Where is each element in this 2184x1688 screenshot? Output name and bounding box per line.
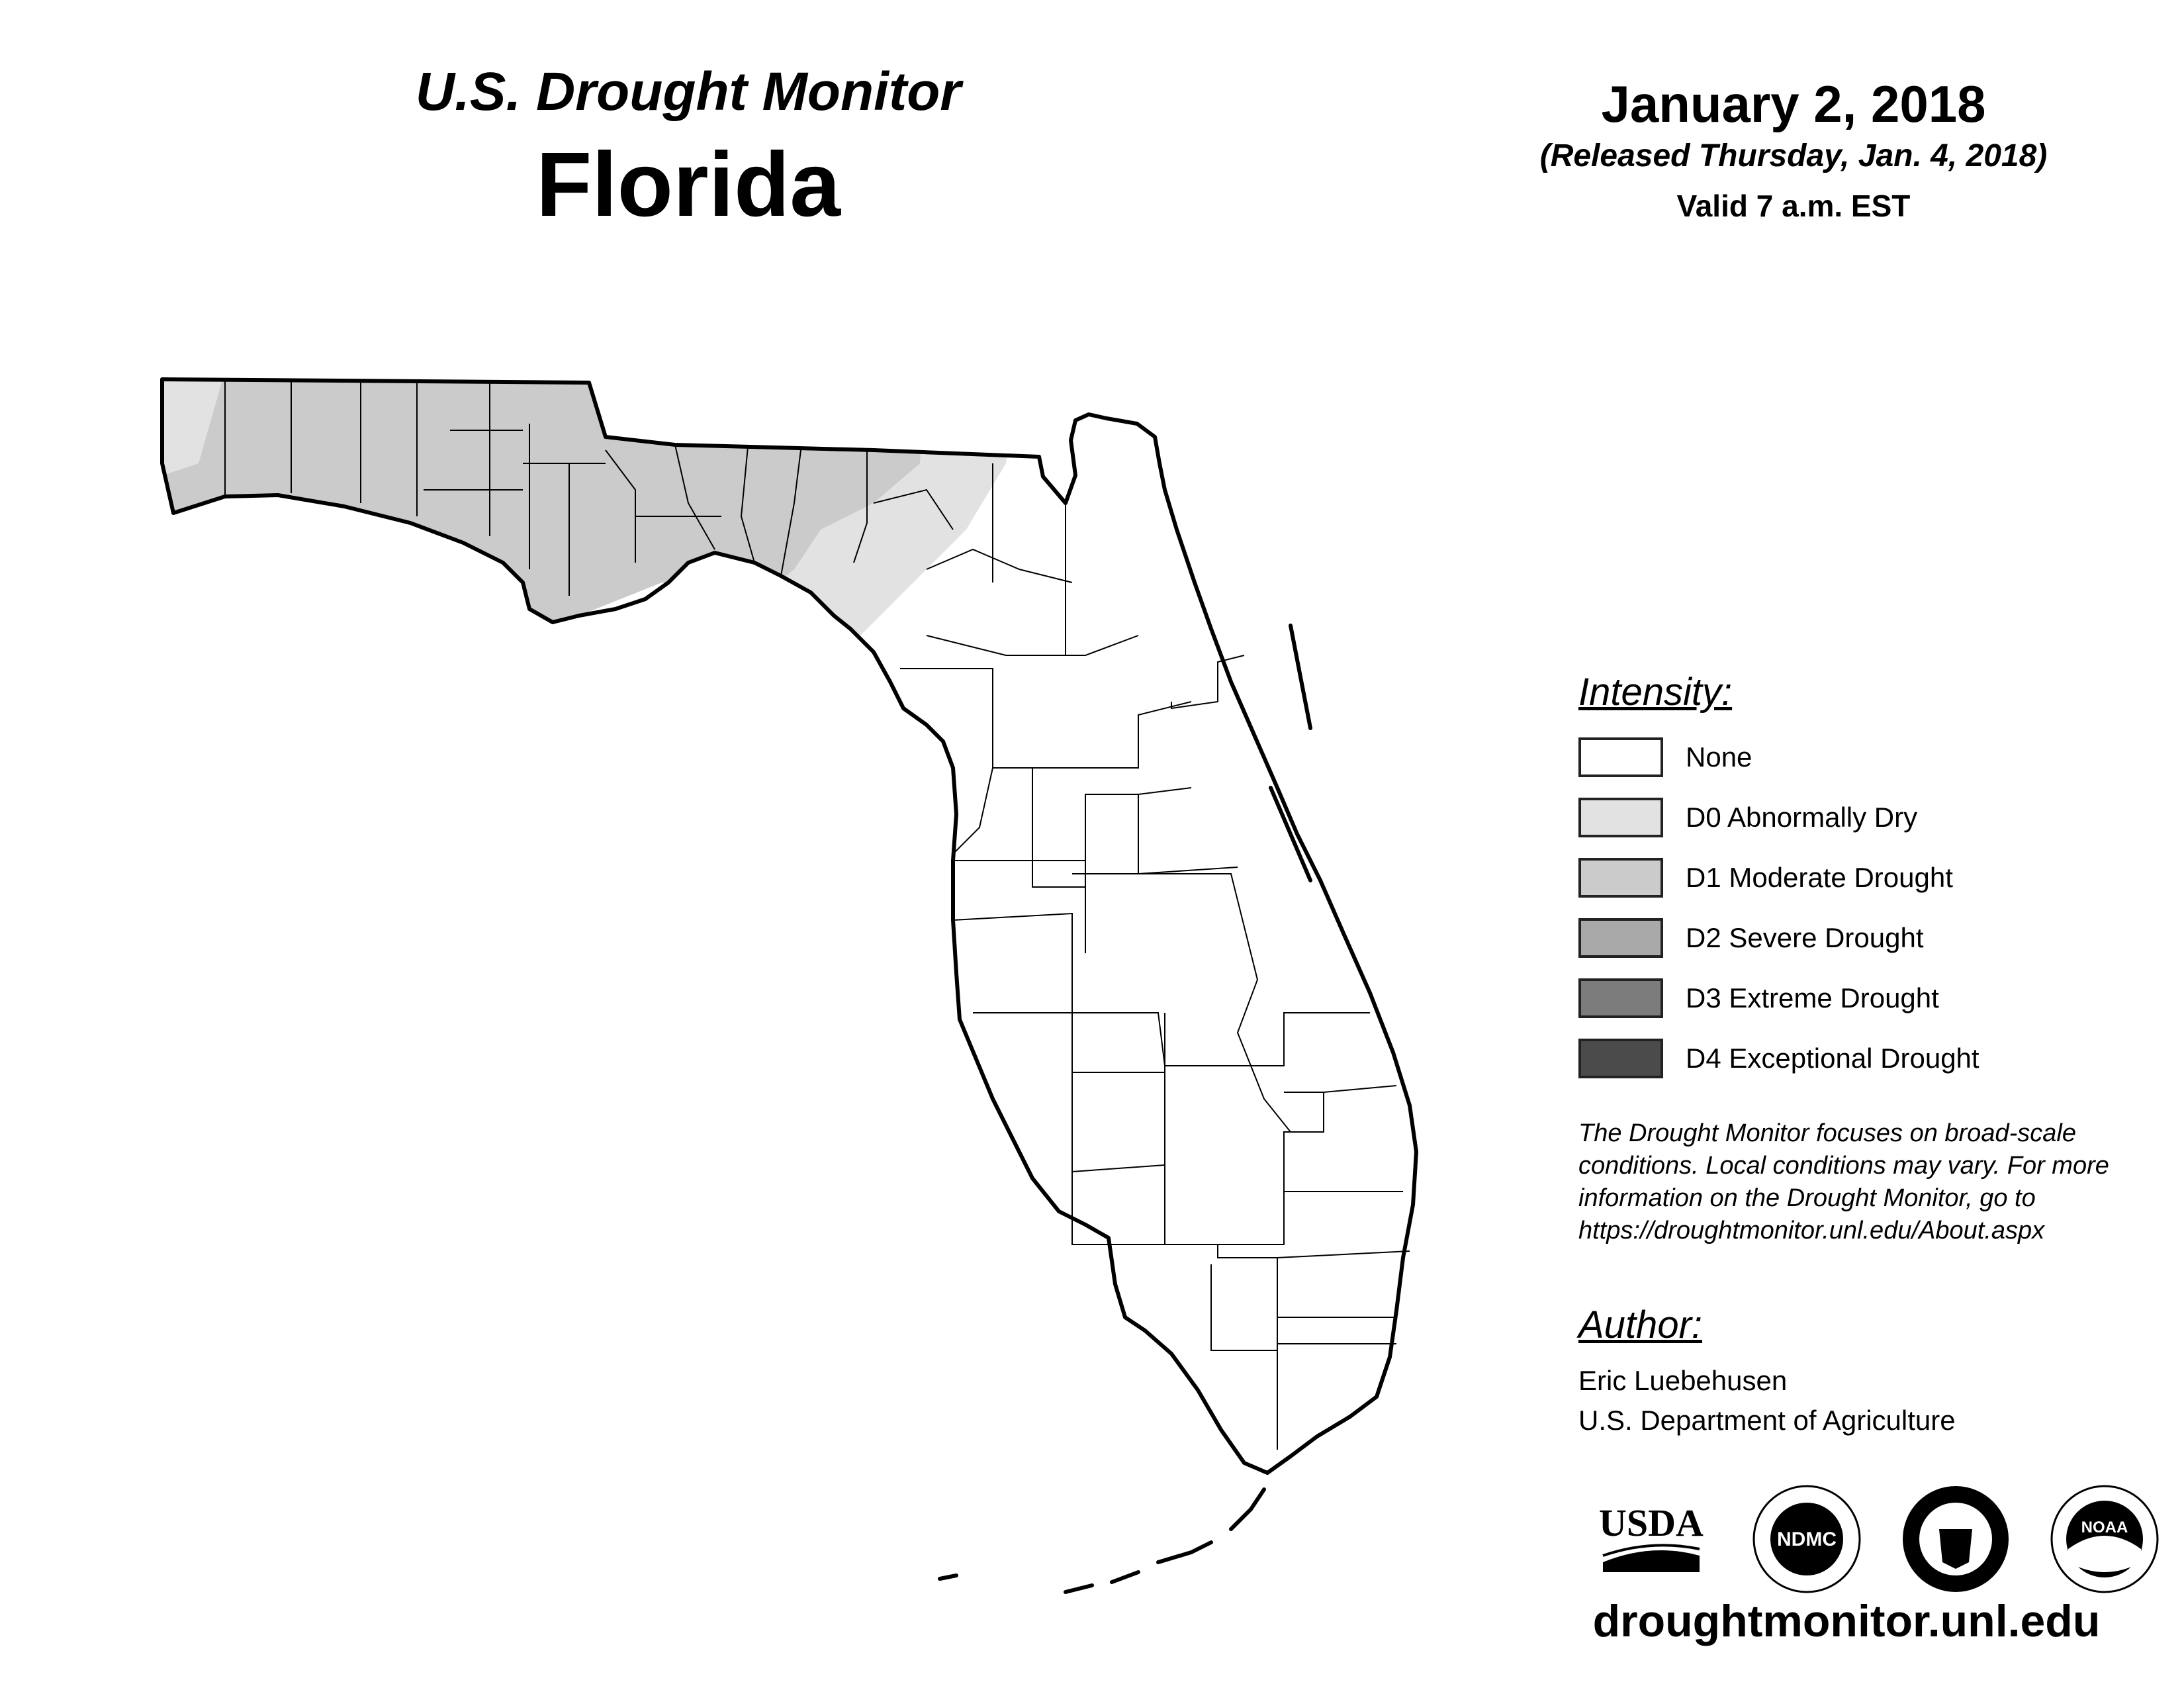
ndmc-logo-text: NDMC xyxy=(1777,1528,1837,1550)
ndmc-logo xyxy=(1751,1483,1863,1595)
map-date: January 2, 2018 xyxy=(1601,75,1986,133)
release-date: (Released Thursday, Jan. 4, 2018) xyxy=(1539,138,2048,173)
legend-label: None xyxy=(1686,741,1752,773)
legend-item-d3 xyxy=(1578,977,1939,1019)
legend-swatch xyxy=(1578,978,1663,1018)
legend-label: D2 Severe Drought xyxy=(1686,922,1924,953)
author-name: Eric Luebehusen xyxy=(1578,1365,1788,1396)
legend-swatch xyxy=(1578,858,1663,898)
product-title: U.S. Drought Monitor xyxy=(415,62,962,122)
legend-swatch xyxy=(1578,737,1663,777)
footer-url[interactable]: droughtmonitor.unl.edu xyxy=(1592,1596,2101,1646)
legend-item-d2 xyxy=(1578,917,1924,959)
legend-swatch xyxy=(1578,798,1663,837)
legend-item-d0 xyxy=(1578,796,1917,839)
legend-label: D1 Moderate Drought xyxy=(1686,862,1953,893)
legend-swatch xyxy=(1578,918,1663,958)
legend-label: D3 Extreme Drought xyxy=(1686,982,1939,1013)
legend-item-d4 xyxy=(1578,1037,1979,1080)
disclaimer-line: conditions. Local conditions may vary. For more xyxy=(1578,1152,2109,1180)
author-title: Author: xyxy=(1578,1303,1702,1346)
state-title: Florida xyxy=(535,134,841,236)
disclaimer-line: information on the Drought Monitor, go to xyxy=(1578,1184,2036,1212)
legend-title: Intensity: xyxy=(1578,671,1733,714)
legend-item-none xyxy=(1578,736,1752,778)
legend-item-d1 xyxy=(1578,857,1953,899)
noaa-logo-text: NOAA xyxy=(2081,1519,2128,1536)
legend-swatch xyxy=(1578,1039,1663,1078)
legend-label: D0 Abnormally Dry xyxy=(1686,802,1918,833)
legend-label: D4 Exceptional Drought xyxy=(1686,1043,1979,1074)
disclaimer-link[interactable]: https://droughtmonitor.unl.edu/About.aspx xyxy=(1578,1217,2045,1244)
commerce-seal xyxy=(1899,1483,2012,1595)
disclaimer xyxy=(1578,1117,2174,1247)
author-agency: U.S. Department of Agriculture xyxy=(1578,1405,1956,1436)
disclaimer-line: The Drought Monitor focuses on broad-scale xyxy=(1578,1119,2076,1147)
noaa-logo xyxy=(2048,1483,2161,1595)
usda-logo xyxy=(1595,1483,1707,1595)
valid-time: Valid 7 a.m. EST xyxy=(1676,189,1911,223)
usda-logo-text: USDA xyxy=(1599,1501,1704,1544)
